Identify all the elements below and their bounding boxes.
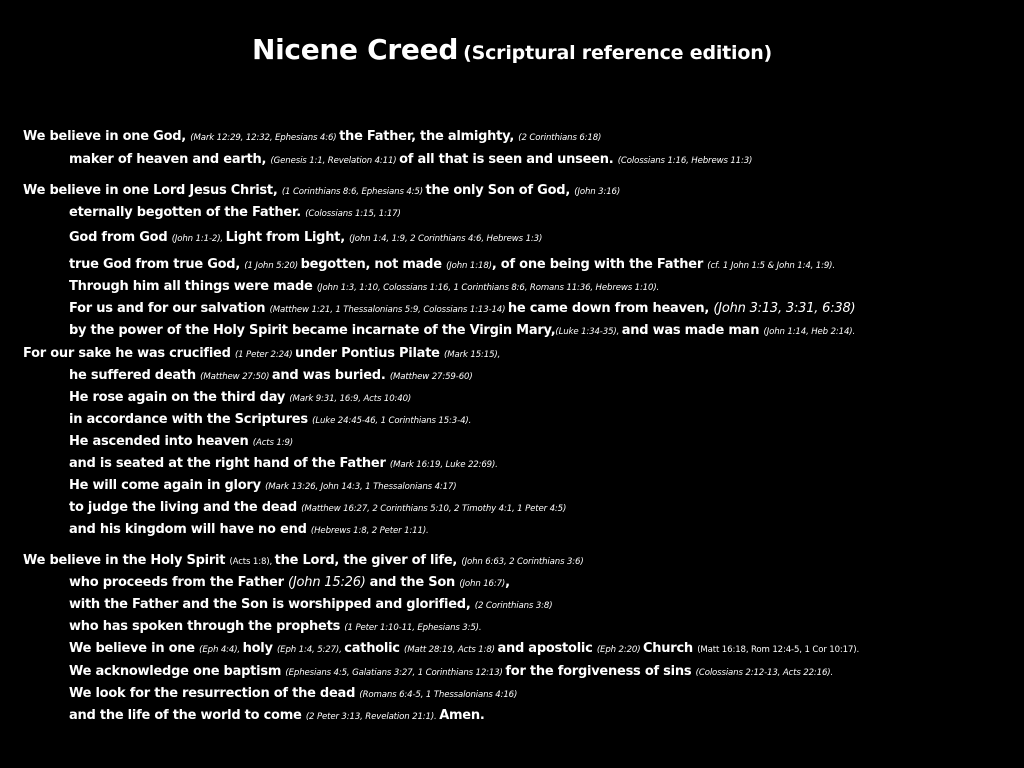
- creed-line: [69, 708, 485, 725]
- scripture-reference: (John 16:7): [459, 579, 506, 589]
- creed-text: We acknowledge one baptism: [69, 664, 286, 679]
- scripture-reference: (John 3:13, 3:31, 6:38): [713, 301, 856, 316]
- creed-line: [69, 522, 429, 539]
- scripture-reference: (Romans 6:4-5, 1 Thessalonians 4:16): [359, 690, 518, 700]
- creed-text: He rose again on the third day: [69, 390, 290, 405]
- scripture-reference: (John 15:26): [288, 575, 370, 590]
- scripture-reference: (1 John 5:20): [244, 261, 301, 271]
- creed-text: Church: [643, 641, 698, 656]
- creed-line: [69, 619, 481, 636]
- scripture-reference: (Mark 15:15),: [444, 350, 501, 360]
- creed-line: [69, 597, 552, 614]
- creed-line: [23, 346, 500, 363]
- creed-text: holy: [242, 641, 277, 656]
- creed-text: maker of heaven and earth,: [69, 152, 271, 167]
- scripture-reference: (Ephesians 4:5, Galatians 3:27, 1 Corinthians 12:13): [285, 668, 506, 678]
- creed-line: [69, 152, 752, 169]
- scripture-reference: (Colossians 1:16, Hebrews 11:3): [617, 156, 753, 166]
- scripture-reference: (2 Corinthians 3:8): [474, 601, 553, 611]
- creed-text: the Lord, the giver of life,: [274, 553, 462, 568]
- creed-text: Light from Light,: [225, 230, 350, 245]
- creed-text: for the forgiveness of sins: [505, 664, 696, 679]
- scripture-reference: (John 3:16): [574, 187, 621, 197]
- creed-text: God from God: [69, 230, 172, 245]
- scripture-reference: (1 Peter 2:24): [234, 350, 296, 360]
- creed-text: and was buried.: [271, 368, 390, 383]
- creed-text: by the power of the Holy Spirit became incarnate of the Virgin Mary,: [69, 323, 556, 338]
- title-text: Nicene Creed: [251, 33, 459, 66]
- creed-text: of all that is seen and unseen.: [399, 152, 618, 167]
- scripture-reference: (Matt 16:18, Rom 12:4-5, 1 Cor 10:17).: [697, 645, 860, 655]
- creed-text: who proceeds from the Father: [69, 575, 289, 590]
- creed-line: [69, 323, 855, 340]
- scripture-reference: (Mark 16:19, Luke 22:69).: [389, 460, 498, 470]
- creed-text: he came down from heaven,: [507, 301, 714, 316]
- creed-text: ,: [505, 575, 510, 590]
- creed-text: with the Father and the Son is worshipped and glorified,: [69, 597, 475, 612]
- creed-text: He will come again in glory: [69, 478, 266, 493]
- creed-line: [69, 686, 517, 703]
- creed-text: We believe in one Lord Jesus Christ,: [23, 183, 282, 198]
- scripture-reference: (John 6:63, 2 Corinthians 3:6): [461, 557, 584, 567]
- creed-text: who has spoken through the prophets: [69, 619, 345, 634]
- creed-line: [69, 456, 498, 473]
- creed-text: and the Son: [369, 575, 460, 590]
- scripture-reference: (1 Corinthians 8:6, Ephesians 4:5): [281, 187, 426, 197]
- creed-text: He ascended into heaven: [69, 434, 253, 449]
- scripture-reference: (Colossians 1:15, 1:17): [305, 209, 401, 219]
- scripture-reference: (Eph 4:4),: [199, 645, 243, 655]
- creed-line: [69, 641, 859, 658]
- creed-line: [69, 664, 833, 681]
- creed-text: to judge the living and the dead: [69, 500, 302, 515]
- creed-line: [23, 183, 620, 200]
- creed-text: catholic: [344, 641, 405, 656]
- scripture-reference: (Mark 12:29, 12:32, Ephesians 4:6): [190, 133, 340, 143]
- creed-text: and was made man: [621, 323, 764, 338]
- creed-line: [69, 575, 510, 592]
- scripture-reference: (John 1:1-2),: [171, 234, 226, 244]
- scripture-reference: (Mark 13:26, John 14:3, 1 Thessalonians 4:17): [265, 482, 457, 492]
- scripture-reference: (John 1:4, 1:9, 2 Corinthians 4:6, Hebrews 1:3): [349, 234, 543, 244]
- creed-line: [69, 257, 835, 274]
- creed-text: in accordance with the Scriptures: [69, 412, 313, 427]
- creed-line: [69, 434, 293, 451]
- creed-line: [69, 279, 659, 296]
- scripture-reference: (Luke 1:34-35),: [555, 327, 622, 337]
- scripture-reference: (John 1:18): [446, 261, 492, 271]
- creed-text: We believe in the Holy Spirit: [23, 553, 230, 568]
- scripture-reference: (Matt 28:19, Acts 1:8): [404, 645, 498, 655]
- scripture-reference: (Luke 24:45-46, 1 Corinthians 15:3-4).: [312, 416, 472, 426]
- scripture-reference: (2 Peter 3:13, Revelation 21:1).: [305, 712, 440, 722]
- creed-text: begotten, not made: [300, 257, 447, 272]
- creed-text: For us and for our salvation: [69, 301, 270, 316]
- creed-text: We believe in one: [69, 641, 200, 656]
- creed-line: [69, 390, 411, 407]
- creed-text: eternally begotten of the Father.: [69, 205, 306, 220]
- scripture-reference: (cf. 1 John 1:5 & John 1:4, 1:9).: [707, 261, 835, 271]
- creed-text: For our sake he was crucified: [23, 346, 235, 361]
- creed-text: Amen.: [439, 708, 485, 723]
- creed-text: and is seated at the right hand of the Father: [69, 456, 390, 471]
- slide-title: [0, 33, 1024, 66]
- creed-text: and his kingdom will have no end: [69, 522, 311, 537]
- creed-text: true God from true God,: [69, 257, 245, 272]
- creed-text: and apostolic: [497, 641, 597, 656]
- creed-text: We look for the resurrection of the dead: [69, 686, 360, 701]
- creed-text: Through him all things were made: [69, 279, 317, 294]
- scripture-reference: (Eph 2:20): [596, 645, 643, 655]
- creed-text: and the life of the world to come: [69, 708, 306, 723]
- creed-line: [23, 129, 601, 146]
- creed-line: [69, 478, 456, 495]
- creed-line: [69, 500, 566, 517]
- scripture-reference: (Genesis 1:1, Revelation 4:11): [270, 156, 400, 166]
- scripture-reference: (Mark 9:31, 16:9, Acts 10:40): [289, 394, 412, 404]
- creed-text: We believe in one God,: [23, 129, 191, 144]
- scripture-reference: (Eph 1:4, 5:27),: [276, 645, 345, 655]
- scripture-reference: (Matthew 27:59-60): [389, 372, 473, 382]
- creed-line: [69, 301, 855, 318]
- creed-text: the only Son of God,: [425, 183, 575, 198]
- creed-text: he suffered death: [69, 368, 201, 383]
- creed-text: , of one being with the Father: [491, 257, 708, 272]
- creed-text: under Pontius Pilate: [295, 346, 445, 361]
- scripture-reference: (Matthew 16:27, 2 Corinthians 5:10, 2 Timothy 4:1, 1 Peter 4:5): [301, 504, 567, 514]
- scripture-reference: (Acts 1:9): [252, 438, 293, 448]
- scripture-reference: (2 Corinthians 6:18): [518, 133, 602, 143]
- creed-line: [69, 230, 542, 247]
- scripture-reference: (Matthew 27:50): [200, 372, 272, 382]
- scripture-reference: (Colossians 2:12-13, Acts 22:16).: [695, 668, 834, 678]
- creed-line: [69, 368, 473, 385]
- subtitle-text: (Scriptural reference edition): [463, 42, 773, 64]
- creed-line: [69, 205, 401, 222]
- creed-line: [23, 553, 584, 570]
- creed-line: [69, 412, 471, 429]
- scripture-reference: (Acts 1:8),: [229, 557, 275, 567]
- scripture-reference: (1 Peter 1:10-11, Ephesians 3:5).: [344, 623, 482, 633]
- scripture-reference: (Matthew 1:21, 1 Thessalonians 5:9, Colossians 1:13-14): [269, 305, 508, 315]
- scripture-reference: (John 1:14, Heb 2:14).: [763, 327, 856, 337]
- creed-text: the Father, the almighty,: [339, 129, 519, 144]
- scripture-reference: (Hebrews 1:8, 2 Peter 1:11).: [310, 526, 429, 536]
- scripture-reference: (John 1:3, 1:10, Colossians 1:16, 1 Corinthians 8:6, Romans 11:36, Hebrews 1:10).: [316, 283, 660, 293]
